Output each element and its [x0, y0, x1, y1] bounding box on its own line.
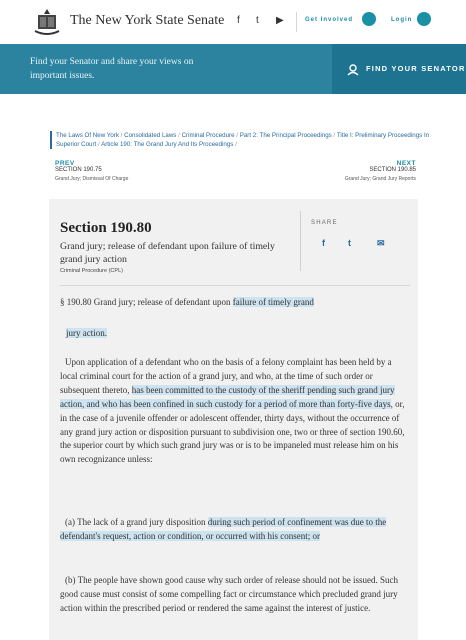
- paragraph-a: [60, 516, 410, 544]
- banner-left-panel: [0, 44, 332, 94]
- top-header: [0, 0, 466, 44]
- share-facebook-icon[interactable]: f: [322, 238, 325, 248]
- senator-search-icon: [347, 64, 359, 76]
- highlighted-text: has been committed to the custody of the sheriff pending such grand jury action, and who has been confined in such custody for a period of more than forty-five days: [60, 384, 395, 409]
- prev-desc: Grand Jury; Dismissal Of Charge: [55, 176, 129, 182]
- highlighted-text: failure of timely grand: [232, 297, 314, 307]
- ny-seal-logo[interactable]: [32, 7, 62, 37]
- divider: [60, 285, 410, 286]
- login-icon[interactable]: [417, 12, 431, 26]
- law-name: Criminal Procedure (CPL): [60, 268, 123, 274]
- text-span: (a) The lack of a grand jury disposition: [65, 517, 208, 527]
- section-heading-line: [60, 296, 410, 310]
- find-senator-banner: [0, 44, 466, 94]
- youtube-icon[interactable]: ▶: [276, 15, 284, 26]
- facebook-icon[interactable]: f: [237, 15, 240, 26]
- next-section-link[interactable]: [345, 160, 416, 182]
- section-title: Section 190.80: [60, 220, 152, 236]
- breadcrumb: The Laws Of New York / Consolidated Laws / Criminal Procedure / Part 2: The Principal Proceedings / Title I: Preliminary Proceedings In Superior Court / Article 190: The Grand Jury And Its Proceedings /: [50, 131, 436, 149]
- breadcrumb-item[interactable]: Consolidated Laws: [124, 132, 177, 139]
- share-divider: [300, 211, 301, 271]
- text-span: , or, in the case of a juvenile offender or adolescent offender, thirty days, without the occurrence of any grand jury action or disposition pursuant to subdivision one, two or three of section 190.60, the superior court by which such grand jury was or is to be impaneled must release him on his own recognizance unless:: [60, 398, 405, 465]
- breadcrumb-item[interactable]: Title I: Preliminary Proceedings In Superior Court: [56, 132, 430, 148]
- twitter-icon[interactable]: t: [256, 15, 259, 26]
- login-link[interactable]: Login: [391, 17, 413, 23]
- next-label: NEXT: [396, 160, 416, 167]
- breadcrumb-item[interactable]: Criminal Procedure: [181, 132, 235, 139]
- paragraph-main: [60, 356, 410, 467]
- breadcrumb-item[interactable]: Part 2: The Principal Proceedings: [239, 132, 332, 139]
- section-heading-line-2: [66, 327, 107, 341]
- site-title[interactable]: The New York State Senate: [70, 13, 225, 28]
- get-involved-link[interactable]: Get Involved: [305, 17, 354, 23]
- next-section: SECTION 190.85: [369, 167, 416, 173]
- header-divider: [296, 12, 297, 32]
- share-label: SHARE: [311, 220, 338, 226]
- breadcrumb-item[interactable]: Article 190: The Grand Jury And Its Proceedings: [101, 141, 234, 148]
- prev-section: SECTION 190.75: [55, 167, 102, 173]
- prev-label: PREV: [55, 160, 75, 167]
- next-desc: Grand Jury; Grand Jury Reports: [344, 176, 416, 182]
- share-email-icon[interactable]: ✉: [377, 238, 385, 248]
- text-span: Upon application of a defendant who on the basis of a felony complaint has been held by a local criminal court for the action of a grand jury, and who, at the time of such order or subsequent thereto,: [60, 357, 392, 395]
- highlighted-text: during such period of confinement was due to the defendant's request, action or condition, or occurred with his consent; or: [60, 517, 387, 541]
- banner-text: Find your Senator and share your views on important issues.: [30, 57, 194, 81]
- breadcrumb-item[interactable]: The Laws Of New York: [56, 132, 119, 139]
- paragraph-b: (b) The people have shown good cause why such order of release should not be issued. Such good cause must consist of some compelling fact or circumstance which precluded grand jury action within the prescribed period or rendered the same against the interest of justice.: [60, 575, 398, 613]
- prev-section-link[interactable]: [55, 160, 128, 182]
- section-subtitle: Grand jury; release of defendant upon failure of timely grand jury action: [60, 241, 275, 265]
- highlighted-text: jury action.: [66, 328, 107, 338]
- get-involved-icon[interactable]: [362, 12, 376, 26]
- find-your-senator-button[interactable]: FIND YOUR SENATOR: [366, 64, 466, 73]
- text-span: § 190.80 Grand jury; release of defendant upon: [60, 297, 233, 307]
- share-twitter-icon[interactable]: t: [348, 238, 351, 248]
